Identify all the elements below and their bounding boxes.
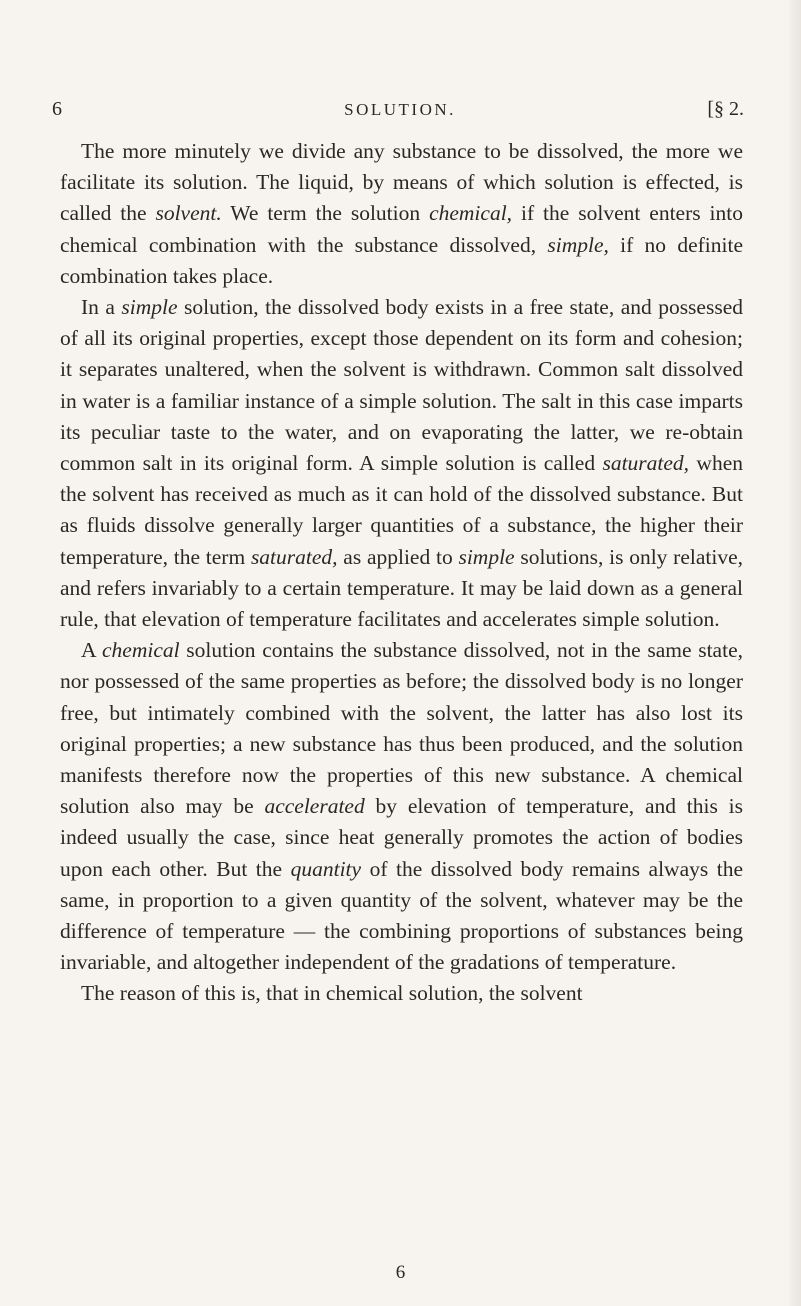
text-run: The reason of this is, that in chemical solution, the solvent xyxy=(81,981,583,1006)
text-run: of the dissolved body remains always the same, in proportion to a given quantity of the solvent, whatever may be the difference of temperature — the combining proportions of substances being invariable, and altogether independent of the gradations of temperature. xyxy=(60,856,743,975)
paragraph xyxy=(60,978,743,1009)
italic-term: simple xyxy=(121,295,178,320)
text-run: The more minutely we divide any substance to be dissolved, the more we facilitate its solution. The liquid, by means of which solution is effected, is called the xyxy=(60,139,743,226)
paragraph xyxy=(60,292,743,635)
text-run: solutions, is only relative, and refers invariably to a certain temperature. It may be laid down as a general rule, that elevation of temperature facilitates and accelerates simple solution. xyxy=(60,544,743,632)
italic-term: simple xyxy=(458,544,515,569)
text-run: if the solvent enters into chemical combination with the substance dissolved, xyxy=(60,201,743,257)
text-run: when the solvent has received as much as it can hold of the dissolved substance. But as fluids dissolve generally larger quantities of a substance, the higher their temperature, the term xyxy=(60,451,743,569)
text-run: solution contains the substance dissolved, not in the same state, nor possessed of the same properties as before; the dissolved body is no longer free, but intimately combined with the solvent, the latter has also lost its original properties; a new substance has thus been produced, and the solution manifests therefore now the properties of this new substance. A chemical solution also may be xyxy=(60,638,743,819)
signature-mark: 6 xyxy=(395,1262,406,1283)
italic-term: quantity xyxy=(290,856,362,881)
body-text xyxy=(60,136,743,1010)
italic-term: chemical, xyxy=(429,201,513,226)
section-reference: [§ 2. xyxy=(707,98,744,120)
paragraph xyxy=(60,136,743,292)
italic-term: accelerated xyxy=(264,794,365,819)
italic-term: saturated, xyxy=(250,544,338,569)
running-title: SOLUTION. xyxy=(344,100,456,119)
page-header xyxy=(52,98,748,128)
text-run: by elevation of temperature, and this is indeed usually the case, since heat generally promotes the action of bodies upon each other. But the xyxy=(60,794,743,881)
page-edge xyxy=(789,0,801,1306)
text-run: if no definite combination takes place. xyxy=(60,232,743,288)
paragraph xyxy=(60,635,743,978)
page-number: 6 xyxy=(52,98,62,120)
italic-term: saturated, xyxy=(602,451,690,476)
text-run: A xyxy=(81,638,102,663)
italic-term: simple, xyxy=(547,232,609,257)
italic-term: chemical xyxy=(102,638,180,663)
text-run: as applied to xyxy=(337,544,459,569)
text-run: In a xyxy=(81,295,122,320)
text-run: We term the solution xyxy=(221,201,430,226)
text-run: solution, the dissolved body exists in a free state, and possessed of all its original properties, except those dependent on its form and cohesion; it separates unaltered, when the solvent is withdrawn. Common salt dissolved in water is a familiar instance of a simple solution. The salt in this case imparts its peculiar taste to the water, and on evaporating the latter, we re-obtain common salt in its original form. A simple solution is called xyxy=(60,295,743,476)
italic-term: solvent. xyxy=(155,201,222,226)
